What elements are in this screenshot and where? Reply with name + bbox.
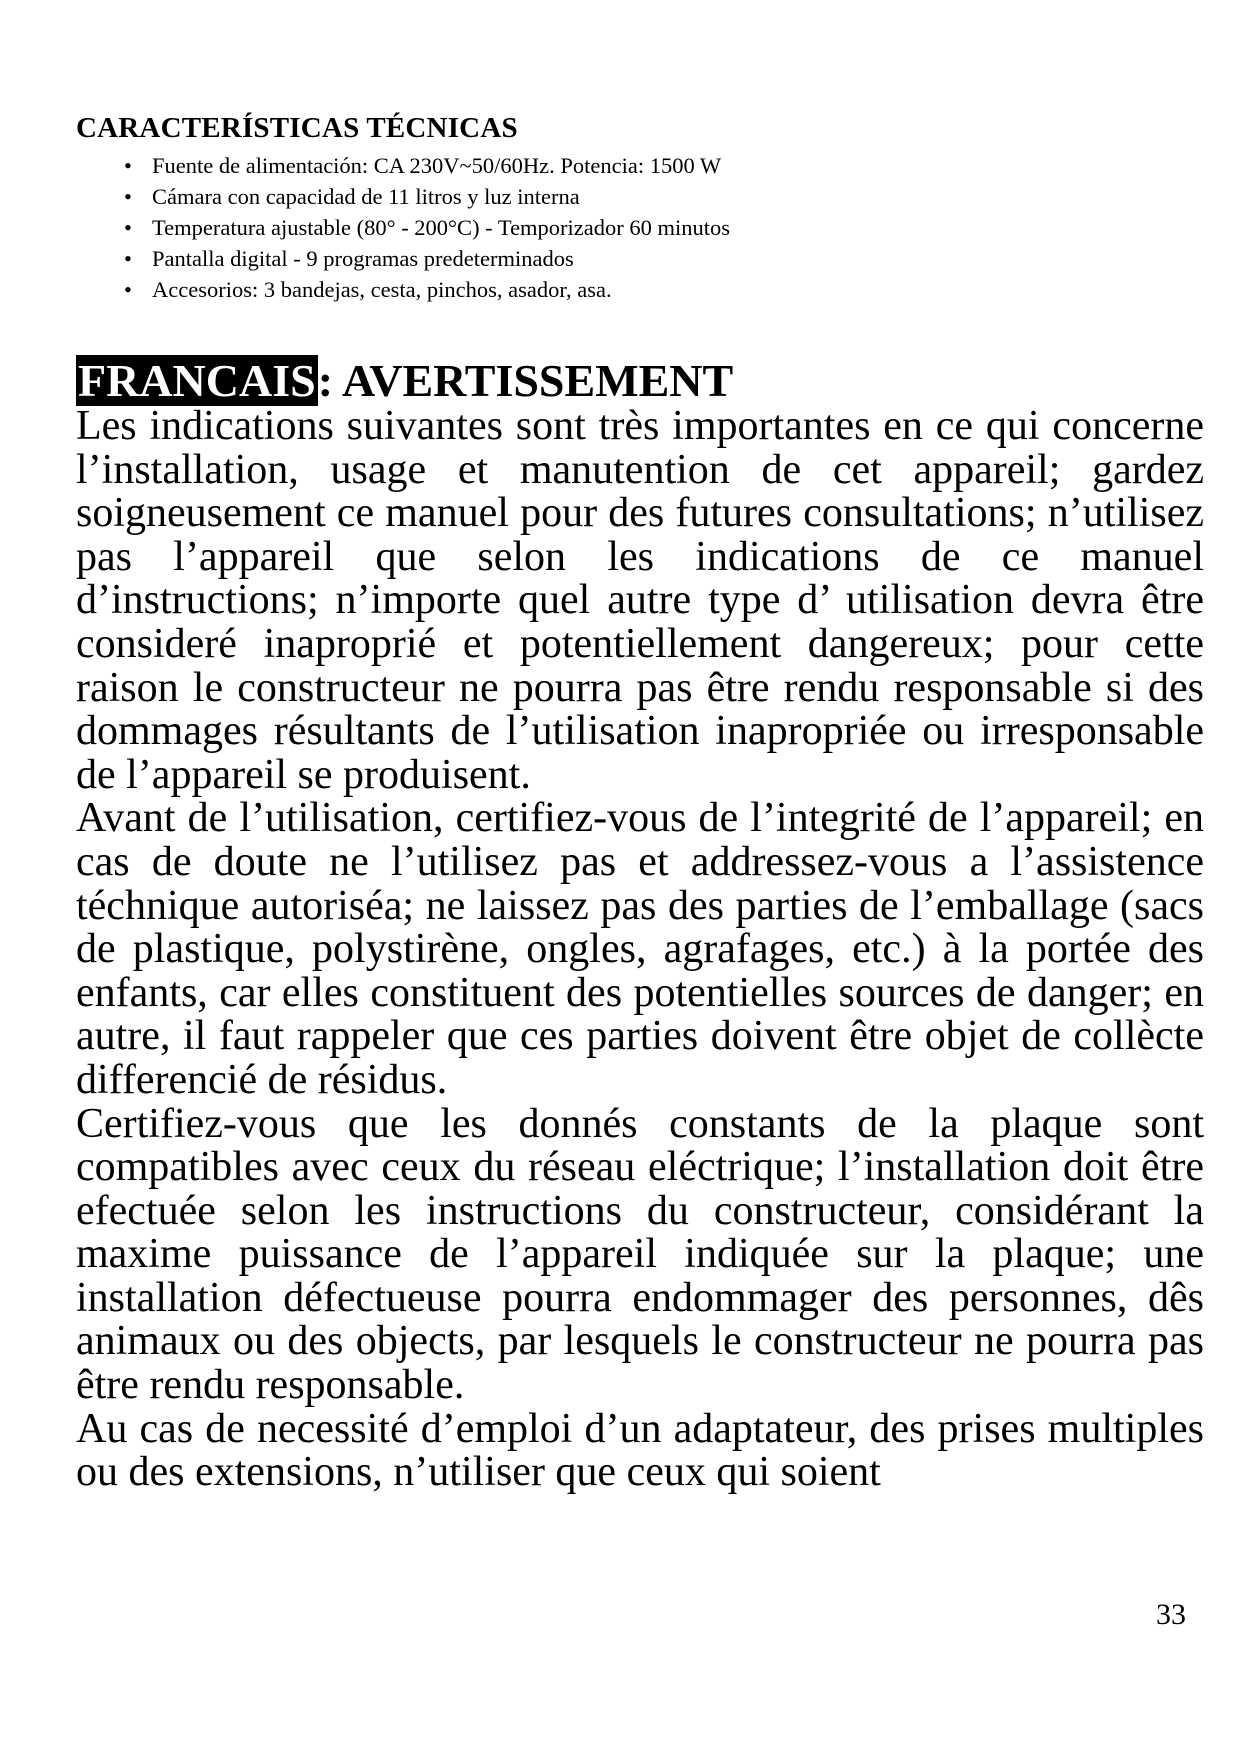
technical-specs-list (76, 150, 730, 305)
warning-paragraph: Les indications suivantes sont très importantes en ce qui concerne l’installation, usage et manutention de cet appareil; gardez soigneusement ce manuel pour des futures consultations; n’utilisez pas l’appareil que selon les indications de ce manuel d’instructions; n’importe quel autre type d’ utilisation devra être consideré inaproprié et potentiellement dangereux; pour cette raison le constructeur ne pourra pas être rendu responsable si des dommages résultants de l’utilisation inapropriée ou irresponsable de l’appareil se produisent. (76, 403, 1204, 798)
spec-item-text: Cámara con capacidad de 11 litros y luz interna (152, 184, 580, 209)
bullet-icon: • (124, 215, 132, 240)
warning-paragraph: Avant de l’utilisation, certifiez-vous de l’integrité de l’appareil; en cas de doute ne l’utilisez pas et addressez-vous a l’assistence téchnique autoriséa; ne laissez pas des parties de l’emballage (sacs de plastique, polystirène, ongles, agrafages, etc.) à la portée des enfants, car elles constituent des potentielles sources de danger; en autre, il faut rappeler que ces parties doivent être objet de collècte differencié de résidus. (76, 795, 1204, 1103)
bullet-icon: • (124, 153, 132, 178)
warning-paragraph: Au cas de necessité d’emploi d’un adaptateur, des prises multiples ou des extensions, n’utiliser que ceux qui soient (76, 1405, 1204, 1496)
warning-heading: : AVERTISSEMENT (317, 355, 734, 406)
page-number: 33 (1156, 1598, 1186, 1631)
spec-item-text: Fuente de alimentación: CA 230V~50/60Hz. Potencia: 1500 W (152, 153, 722, 178)
spec-item (76, 274, 730, 305)
manual-page (76, 0, 1206, 1754)
spec-item (76, 212, 730, 243)
bullet-icon: • (124, 246, 132, 271)
spec-item (76, 150, 730, 181)
french-section-heading (76, 355, 733, 407)
french-warning-body (76, 405, 1204, 1495)
spec-item (76, 181, 730, 212)
technical-specs-title: CARACTERÍSTICAS TÉCNICAS (76, 112, 518, 144)
spec-item-text: Pantalla digital - 9 programas predeterminados (152, 246, 574, 271)
warning-paragraph: Certifiez-vous que les donnés constants de la plaque sont compatibles avec ceux du réseau eléctrique; l’installation doit être efectuée selon les instructions du constructeur, considérant la maxime puissance de l’appareil indiquée sur la plaque; une installation défectueuse pourra endommager des personnes, dês animaux ou des objects, par lesquels le constructeur ne pourra pas être rendu responsable. (76, 1100, 1204, 1409)
language-label: FRANCAIS (78, 355, 316, 406)
bullet-icon: • (124, 277, 132, 302)
spec-item-text: Accesorios: 3 bandejas, cesta, pinchos, asador, asa. (152, 277, 612, 302)
bullet-icon: • (124, 184, 132, 209)
spec-item (76, 243, 730, 274)
spec-item-text: Temperatura ajustable (80° - 200°C) - Temporizador 60 minutos (152, 215, 731, 240)
